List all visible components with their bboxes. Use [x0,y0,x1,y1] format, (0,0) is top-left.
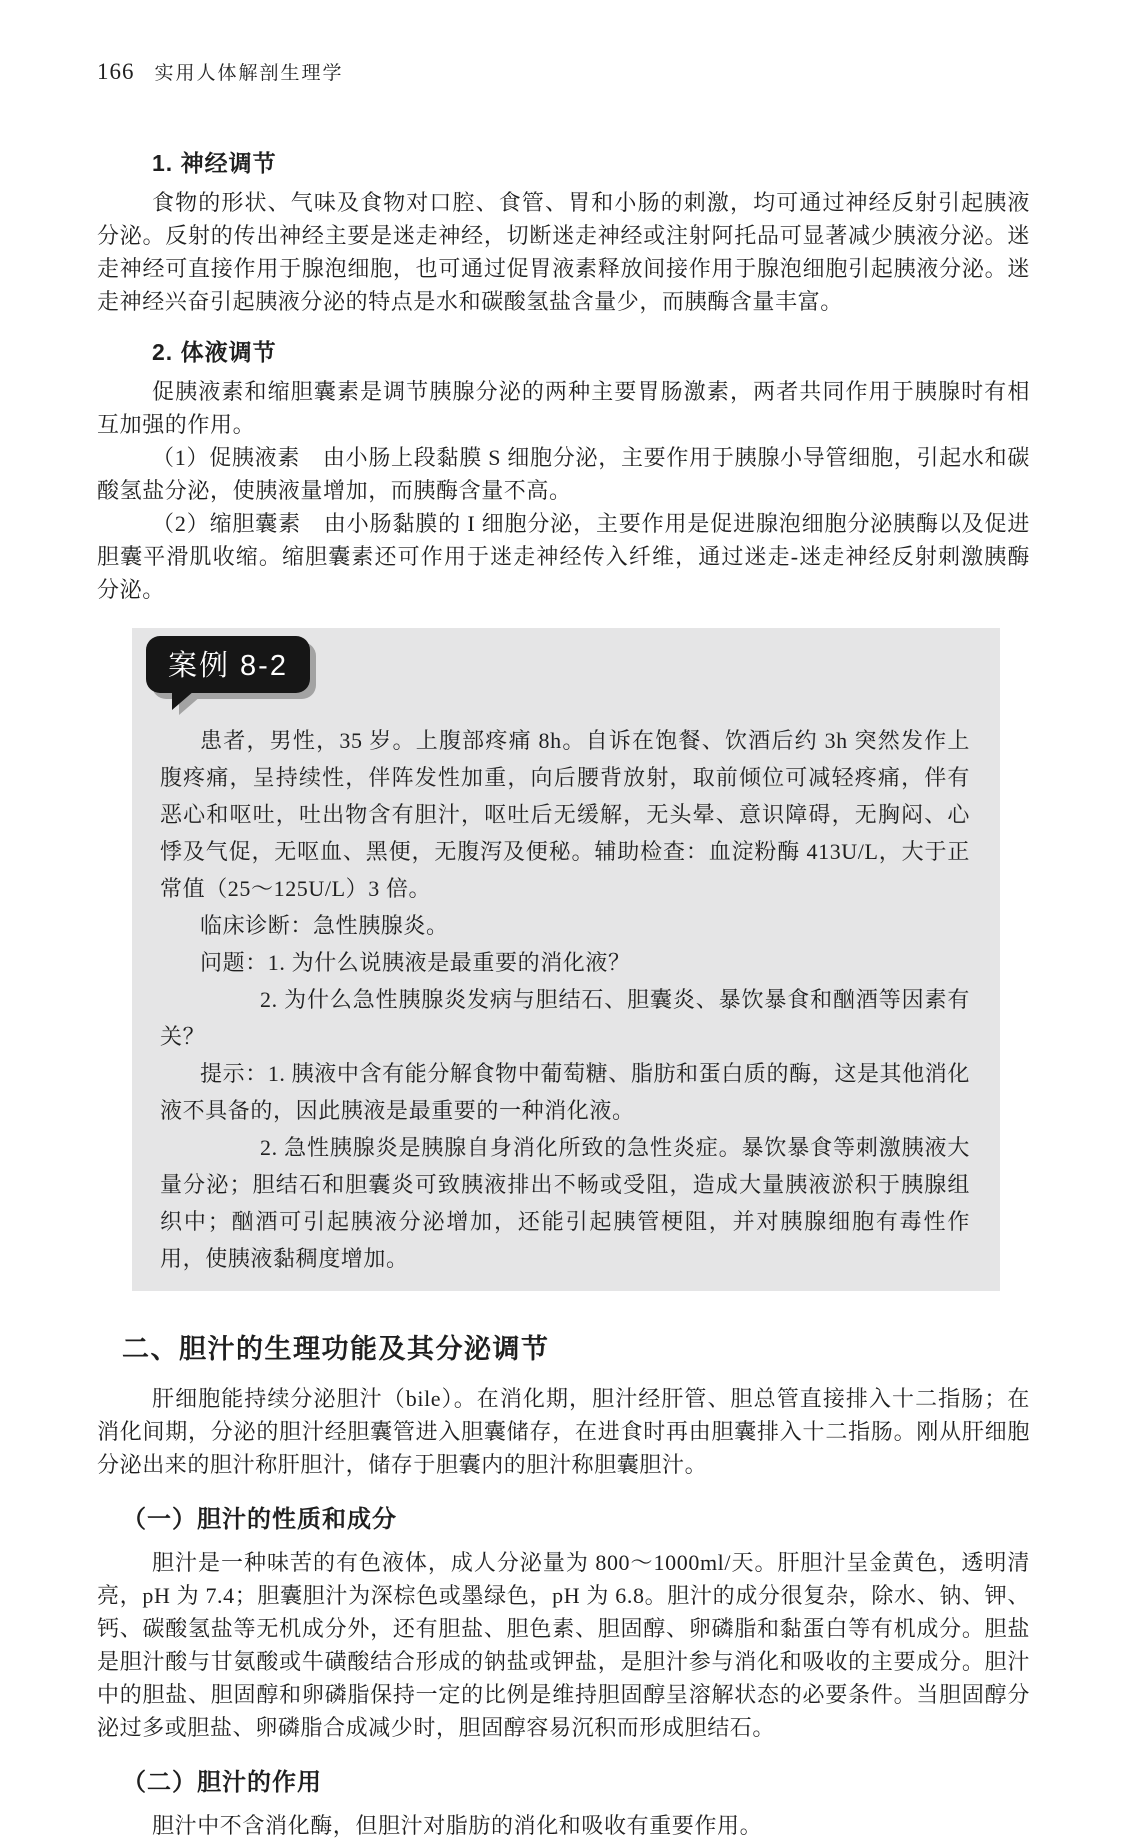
book-title: 实用人体解剖生理学 [154,63,344,84]
page-number: 166 [97,59,135,84]
page-header [97,58,1127,85]
case-label: 案例 8-2 [168,650,288,682]
textbook-page [0,58,1127,1838]
case-label-bubble [146,636,310,693]
paragraph-humoral-intro: 促胰液素和缩胆囊素是调节胰腺分泌的两种主要胃肠激素，两者共同作用于胰腺时有相互加强的作用。 [97,379,1030,437]
case-hint-2: 2. 急性胰腺炎是胰腺自身消化所致的急性炎症。暴饮暴食等刺激胰液大量分泌；胆结石和胆囊炎可致胰液排出不畅或受阻，造成大量胰液淤积于胰腺组织中；酗酒可引起胰液分泌增加，还能引起胰管梗阻，并对胰腺细胞有毒性作用，使胰液黏稠度增加。 [160,1135,970,1271]
heading-neural-regulation: 1. 神经调节 [152,150,277,176]
case-box-8-2 [132,628,1000,1291]
case-diagnosis: 临床诊断：急性胰腺炎。 [200,913,449,938]
heading-bile-properties: （一）胆汁的性质和成分 [122,1506,397,1533]
heading-bile-function: （二）胆汁的作用 [122,1769,322,1796]
case-hint-1: 提示：1. 胰液中含有能分解食物中葡萄糖、脂肪和蛋白质的酶，这是其他消化液不具备的，因此胰液是最重要的一种消化液。 [160,1061,970,1123]
case-question-1: 问题：1. 为什么说胰液是最重要的消化液？ [200,950,631,975]
paragraph-cck: （2）缩胆囊素 由小肠黏膜的 I 细胞分泌，主要作用是促进腺泡细胞分泌胰酶以及促进胆囊平滑肌收缩。缩胆囊素还可作用于迷走神经传入纤维，通过迷走-迷走神经反射刺激胰酶分泌。 [97,511,1030,602]
case-question-2: 2. 为什么急性胰腺炎发病与胆结石、胆囊炎、暴饮暴食和酗酒等因素有关？ [160,987,970,1049]
paragraph-bile-function: 胆汁中不含消化酶，但胆汁对脂肪的消化和吸收有重要作用。 [152,1813,763,1838]
heading-bile-section: 二、胆汁的生理功能及其分泌调节 [122,1334,550,1364]
paragraph-secretin: （1）促胰液素 由小肠上段黏膜 S 细胞分泌，主要作用于胰腺小导管细胞，引起水和碳酸氢盐分泌，使胰液量增加，而胰酶含量不高。 [97,445,1030,503]
heading-humoral-regulation: 2. 体液调节 [152,339,277,365]
case-label-row [160,636,970,722]
paragraph-bile-properties: 胆汁是一种味苦的有色液体，成人分泌量为 800～1000ml/天。肝胆汁呈金黄色，透明清亮，pH 为 7.4；胆囊胆汁为深棕色或墨绿色，pH 为 6.8。胆汁的成分很复杂，除水、钠、钾、钙、碳酸氢盐等无机成分外，还有胆盐、胆色素、胆固醇、卵磷脂和黏蛋白等有机成分。胆盐是胆汁酸与甘氨酸或牛磺酸结合形成的钠盐或钾盐，是胆汁参与消化和吸收的主要成分。胆汁中的胆盐、胆固醇和卵磷脂保持一定的比例是维持胆固醇呈溶解状态的必要条件。当胆固醇分泌过多或胆盐、卵磷脂合成减少时，胆固醇容易沉积而形成胆结石。 [97,1550,1030,1740]
page-body [97,145,1030,1842]
case-bubble-tail-icon [172,691,194,710]
case-presentation: 患者，男性，35 岁。上腹部疼痛 8h。自诉在饱餐、饮酒后约 3h 突然发作上腹疼痛，呈持续性，伴阵发性加重，向后腰背放射，取前倾位可减轻疼痛，伴有恶心和呕吐，吐出物含有胆汁，呕吐后无缓解，无头晕、意识障碍，无胸闷、心悸及气促，无呕血、黑便，无腹泻及便秘。辅助检查：血淀粉酶 413U/L，大于正常值（25～125U/L）3 倍。 [160,728,970,901]
paragraph-neural-regulation: 食物的形状、气味及食物对口腔、食管、胃和小肠的刺激，均可通过神经反射引起胰液分泌。反射的传出神经主要是迷走神经，切断迷走神经或注射阿托品可显著减少胰液分泌。迷走神经可直接作用于腺泡细胞，也可通过促胃液素释放间接作用于腺泡细胞引起胰液分泌。迷走神经兴奋引起胰液分泌的特点是水和碳酸氢盐含量少，而胰酶含量丰富。 [97,190,1030,314]
paragraph-bile-intro: 肝细胞能持续分泌胆汁（bile）。在消化期，胆汁经肝管、胆总管直接排入十二指肠；在消化间期，分泌的胆汁经胆囊管进入胆囊储存，在进食时再由胆囊排入十二指肠。刚从肝细胞分泌出来的胆汁称肝胆汁，储存于胆囊内的胆汁称胆囊胆汁。 [97,1386,1030,1477]
